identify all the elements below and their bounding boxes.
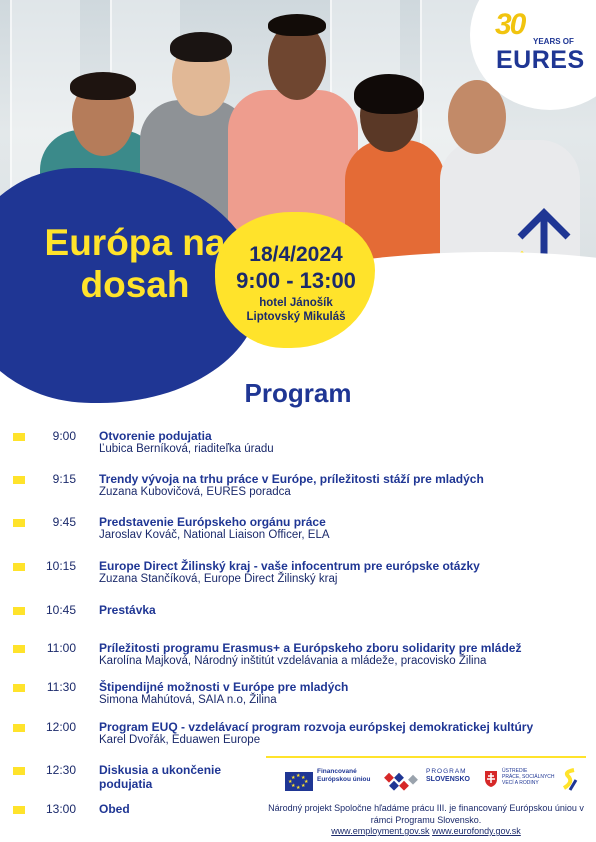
eures-logo: EURES: [496, 46, 585, 74]
footer-funding-text: Národný projekt Spoločne hľadáme prácu III. je financovaný Európskou úniou v rámci Programu Slovensko.: [268, 803, 584, 825]
agenda-time: 12:30: [45, 763, 76, 777]
agenda-topic: Predstavenie Európskeho orgánu práce: [99, 515, 326, 529]
agenda-topic: Europe Direct Žilinský kraj - vaše infocentrum pre európske otázky: [99, 559, 480, 573]
sponsor-ministry: [502, 768, 555, 796]
sponsor-ministry-line2: PRÁCE, SOCIÁLNYCH: [502, 774, 555, 780]
agenda-time: 12:00: [45, 720, 76, 734]
employment-link[interactable]: www.employment.gov.sk: [331, 826, 430, 836]
sponsor-ministry-line3: VECÍ A RODINY: [502, 780, 539, 786]
bullet-marker: [13, 433, 25, 441]
eures-logo-years: YEARS OF: [533, 37, 574, 46]
program-slovensko-logo-icon: [384, 772, 422, 792]
agenda-time: 9:45: [52, 515, 76, 529]
agenda-speaker: Ľubica Berníková, riaditeľka úradu: [99, 443, 274, 455]
sponsor-ministry-line1: ÚSTREDIE: [502, 768, 528, 774]
sponsor-program-line2: SLOVENSKO: [426, 776, 470, 783]
eures-small-logo-icon: [560, 768, 580, 792]
bullet-marker: [13, 563, 25, 571]
event-title: Európa na dosah: [44, 222, 226, 305]
agenda-time: 9:00: [52, 429, 76, 443]
sponsor-eu-line2: Európskou úniou: [317, 776, 371, 783]
eurofondy-link[interactable]: www.eurofondy.gov.sk: [432, 826, 521, 836]
agenda-time: 11:00: [46, 641, 76, 655]
footer-links: [266, 826, 586, 836]
agenda-time: 10:15: [45, 559, 76, 573]
venue-hotel: hotel Jánošík: [259, 297, 333, 309]
bullet-marker: [13, 476, 25, 484]
sponsor-eu: [317, 768, 370, 796]
agenda-speaker: Simona Mahútová, SAIA n.o, Žilina: [99, 694, 277, 706]
agenda-topic: Prestávka: [99, 603, 156, 617]
sponsor-program-line1: PROGRAM: [426, 768, 467, 775]
event-time: 9:00 - 13:00: [236, 268, 356, 293]
agenda-topic: Trendy vývoja na trhu práce v Európe, príležitosti stáží pre mladých: [99, 472, 484, 486]
bullet-marker: [13, 724, 25, 732]
agenda-time: 11:30: [46, 680, 76, 694]
agenda-time: 13:00: [45, 802, 76, 816]
agenda-time: 10:45: [45, 603, 76, 617]
event-date: 18/4/2024: [249, 243, 343, 266]
bullet-marker: [13, 645, 25, 653]
event-venue: [216, 296, 376, 324]
bullet-marker: [13, 684, 25, 692]
bullet-marker: [13, 767, 25, 775]
agenda-topic: Diskusia a ukončenie: [99, 763, 222, 777]
eures-logo-number: 30: [495, 8, 525, 41]
bullet-marker: [13, 519, 25, 527]
venue-city: Liptovský Mikuláš: [246, 311, 346, 323]
agenda-topic: Otvorenie podujatia: [99, 429, 212, 443]
agenda-speaker: Karolína Majková, Národný inštitút vzdelávania a mládeže, pracovisko Žilina: [99, 655, 487, 667]
program-heading: Program: [244, 378, 352, 408]
agenda-speaker: Jaroslav Kováč, National Liaison Officer, ELA: [99, 529, 330, 541]
agenda-topic: Obed: [99, 802, 130, 816]
agenda-topic-continued: podujatia: [99, 777, 153, 791]
agenda-speaker: Zuzana Kubovičová, EURES poradca: [99, 486, 291, 498]
agenda-topic: Príležitosti programu Erasmus+ a Európskeho zboru solidarity pre mládež: [99, 641, 522, 655]
bullet-marker: [13, 806, 25, 814]
slovak-coat-of-arms-icon: [484, 770, 498, 788]
eu-flag-icon: ★ ★ ★ ★ ★ ★ ★ ★: [285, 772, 313, 791]
agenda-time: 9:15: [52, 472, 76, 486]
bullet-marker: [13, 607, 25, 615]
agenda-topic: Štipendijné možnosti v Európe pre mladých: [99, 680, 349, 694]
agenda-topic: Program EUQ - vzdelávací program rozvoja európskej demokratickej kultúry: [99, 720, 534, 734]
agenda-speaker: Karel Dvořák, Eduawen Europe: [99, 734, 261, 746]
sponsor-program: [426, 768, 470, 796]
sponsor-eu-line1: Financované: [317, 768, 357, 775]
footer-divider: [266, 756, 586, 758]
agenda-speaker: Zuzana Stančíková, Europe Direct Žilinský kraj: [99, 573, 338, 585]
